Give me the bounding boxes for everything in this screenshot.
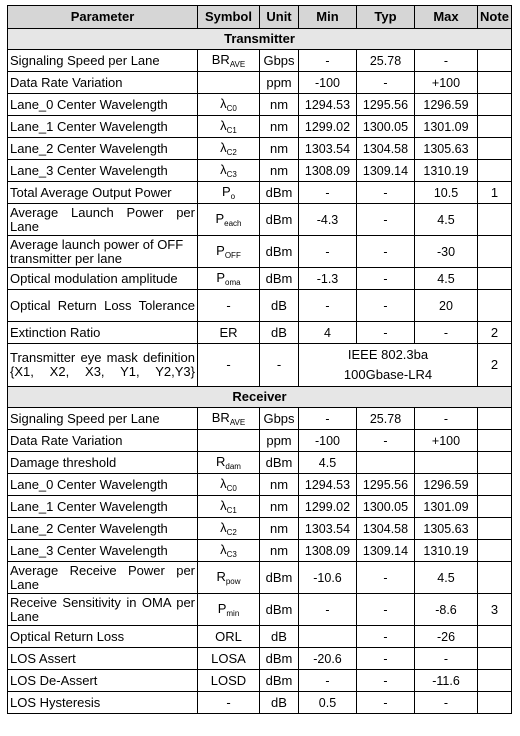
typ-cell: 25.78 [357, 408, 415, 430]
max-cell: 1301.09 [415, 496, 478, 518]
symbol-cell [198, 518, 260, 540]
min-cell: 1303.54 [299, 518, 357, 540]
table-row [8, 452, 512, 474]
symbol-cell [198, 182, 260, 204]
min-cell: 1303.54 [299, 138, 357, 160]
max-cell: - [415, 648, 478, 670]
table-row [8, 116, 512, 138]
typ-cell: 1300.05 [357, 496, 415, 518]
unit-cell: nm [260, 540, 299, 562]
typ-cell: 1309.14 [357, 540, 415, 562]
symbol-subscript: OFF [224, 250, 241, 260]
symbol-cell [198, 94, 260, 116]
typ-cell: - [357, 236, 415, 268]
min-cell: - [299, 408, 357, 430]
col-header-max: Max [415, 6, 478, 29]
symbol-cell [198, 344, 260, 387]
symbol-text: P [217, 600, 227, 616]
unit-cell: dBm [260, 594, 299, 626]
symbol-text: λ [220, 139, 227, 155]
max-cell: 1305.63 [415, 138, 478, 160]
symbol-subscript: min [226, 608, 240, 618]
unit-cell: ppm [260, 72, 299, 94]
symbol-cell [198, 648, 260, 670]
typ-cell: - [357, 626, 415, 648]
symbol-cell [198, 236, 260, 268]
min-cell: 1308.09 [299, 160, 357, 182]
note-cell [478, 452, 512, 474]
table-row [8, 50, 512, 72]
parameter-cell: Lane_2 Center Wavelength [8, 138, 198, 160]
symbol-subscript: each [224, 218, 242, 228]
min-cell: 1308.09 [299, 540, 357, 562]
min-cell: - [299, 182, 357, 204]
symbol-text: ER [219, 324, 238, 340]
max-cell: - [415, 408, 478, 430]
typ-cell: - [357, 430, 415, 452]
parameter-cell: Lane_0 Center Wavelength [8, 94, 198, 116]
typ-cell: - [357, 204, 415, 236]
note-cell [478, 670, 512, 692]
table-row [8, 204, 512, 236]
unit-cell: - [260, 344, 299, 387]
symbol-cell [198, 452, 260, 474]
symbol-text: R [216, 568, 226, 584]
symbol-text: λ [220, 117, 227, 133]
symbol-cell [198, 50, 260, 72]
symbol-text: BR [211, 51, 230, 67]
symbol-text: - [226, 357, 231, 372]
symbol-cell [198, 138, 260, 160]
symbol-subscript: C2 [226, 147, 237, 157]
unit-cell: Gbps [260, 50, 299, 72]
typ-cell: - [357, 594, 415, 626]
parameter-cell: Average Launch Power per Lane [8, 204, 198, 236]
unit-cell: nm [260, 518, 299, 540]
symbol-text: ORL [215, 628, 242, 644]
parameter-cell: Optical Return Loss [8, 626, 198, 648]
typ-cell: 1295.56 [357, 94, 415, 116]
min-cell: -100 [299, 72, 357, 94]
min-cell: -100 [299, 430, 357, 452]
symbol-text: - [226, 297, 231, 313]
symbol-cell [198, 594, 260, 626]
parameter-cell: Optical modulation amplitude [8, 268, 198, 290]
note-cell [478, 648, 512, 670]
unit-cell: dBm [260, 268, 299, 290]
symbol-text: BR [211, 409, 230, 425]
max-cell: -8.6 [415, 594, 478, 626]
parameter-cell: Lane_2 Center Wavelength [8, 518, 198, 540]
table-row [8, 322, 512, 344]
note-cell [478, 204, 512, 236]
min-cell: -1.3 [299, 268, 357, 290]
unit-cell: dBm [260, 562, 299, 594]
typ-cell: 25.78 [357, 50, 415, 72]
min-cell: 4.5 [299, 452, 357, 474]
unit-cell: nm [260, 138, 299, 160]
max-cell: - [415, 50, 478, 72]
unit-cell: ppm [260, 430, 299, 452]
table-row [8, 540, 512, 562]
table-row [8, 626, 512, 648]
note-cell [478, 72, 512, 94]
max-cell: 1301.09 [415, 116, 478, 138]
parameter-cell: Data Rate Variation [8, 430, 198, 452]
symbol-text: P [221, 183, 231, 199]
symbol-subscript: C1 [226, 505, 237, 515]
parameter-cell: Total Average Output Power [8, 182, 198, 204]
note-cell [478, 496, 512, 518]
symbol-text: λ [220, 497, 227, 513]
unit-cell: nm [260, 116, 299, 138]
note-cell [478, 562, 512, 594]
spec-table [7, 5, 512, 714]
note-cell: 3 [478, 594, 512, 626]
note-cell: 2 [478, 322, 512, 344]
symbol-text: P [216, 269, 226, 285]
parameter-cell: LOS Hysteresis [8, 692, 198, 714]
min-cell: 1299.02 [299, 496, 357, 518]
parameter-cell: Extinction Ratio [8, 322, 198, 344]
note-cell [478, 138, 512, 160]
section-header [8, 387, 512, 408]
parameter-cell: Average launch power of OFF transmitter per lane [8, 236, 198, 268]
parameter-cell: Signaling Speed per Lane [8, 50, 198, 72]
symbol-text: P [215, 210, 225, 226]
symbol-subscript: AVE [229, 417, 246, 427]
min-cell: - [299, 670, 357, 692]
note-cell [478, 116, 512, 138]
min-cell: 1294.53 [299, 474, 357, 496]
typ-cell: 1295.56 [357, 474, 415, 496]
symbol-cell [198, 160, 260, 182]
table-row [8, 594, 512, 626]
table-row [8, 692, 512, 714]
parameter-cell: LOS Assert [8, 648, 198, 670]
symbol-subscript: pow [225, 576, 241, 586]
table-row [8, 268, 512, 290]
symbol-cell [198, 474, 260, 496]
parameter-cell: Average Receive Power per Lane [8, 562, 198, 594]
symbol-cell [198, 72, 260, 94]
unit-cell: nm [260, 94, 299, 116]
min-cell: - [299, 290, 357, 322]
typ-cell: 1304.58 [357, 138, 415, 160]
unit-cell: dBm [260, 236, 299, 268]
typ-cell: - [357, 182, 415, 204]
max-cell: - [415, 322, 478, 344]
unit-cell: dBm [260, 204, 299, 236]
symbol-text: R [216, 453, 226, 469]
typ-cell: - [357, 290, 415, 322]
symbol-cell [198, 322, 260, 344]
header-row [8, 6, 512, 29]
unit-cell: Gbps [260, 408, 299, 430]
parameter-cell: LOS De-Assert [8, 670, 198, 692]
note-cell [478, 236, 512, 268]
max-cell: 1310.19 [415, 160, 478, 182]
unit-cell: dBm [260, 648, 299, 670]
min-cell [299, 626, 357, 648]
min-cell: - [299, 236, 357, 268]
symbol-text: P [216, 242, 225, 258]
max-cell: 20 [415, 290, 478, 322]
symbol-text: λ [220, 95, 227, 111]
symbol-cell [198, 670, 260, 692]
min-cell: - [299, 50, 357, 72]
min-cell: -20.6 [299, 648, 357, 670]
note-cell [478, 518, 512, 540]
max-cell: 4.5 [415, 562, 478, 594]
symbol-subscript: C0 [226, 103, 237, 113]
parameter-cell: Optical Return Loss Tolerance [8, 290, 198, 322]
note-cell [478, 268, 512, 290]
unit-cell: nm [260, 496, 299, 518]
typ-cell: - [357, 268, 415, 290]
table-row [8, 72, 512, 94]
parameter-cell: Lane_1 Center Wavelength [8, 116, 198, 138]
parameter-cell: Transmitter eye mask definition {X1, X2, X3, Y1, Y2,Y3} [8, 344, 198, 387]
parameter-cell: Damage threshold [8, 452, 198, 474]
symbol-cell [198, 540, 260, 562]
min-cell: -4.3 [299, 204, 357, 236]
min-cell: 1294.53 [299, 94, 357, 116]
table-row [8, 236, 512, 268]
note-cell [478, 50, 512, 72]
parameter-cell: Lane_1 Center Wavelength [8, 496, 198, 518]
max-cell: 1305.63 [415, 518, 478, 540]
typ-cell: - [357, 648, 415, 670]
note-cell [478, 160, 512, 182]
max-cell: 4.5 [415, 204, 478, 236]
table-row [8, 160, 512, 182]
note-cell [478, 474, 512, 496]
table-row [8, 430, 512, 452]
max-cell: 4.5 [415, 268, 478, 290]
table-row [8, 562, 512, 594]
symbol-subscript: oma [225, 277, 241, 287]
note-cell [478, 626, 512, 648]
col-header-symbol: Symbol [198, 6, 260, 29]
typ-cell: - [357, 692, 415, 714]
symbol-cell [198, 626, 260, 648]
unit-cell: nm [260, 474, 299, 496]
note-cell [478, 540, 512, 562]
unit-cell: dB [260, 290, 299, 322]
note-cell [478, 94, 512, 116]
note-cell [478, 290, 512, 322]
table-row [8, 290, 512, 322]
symbol-text: λ [220, 541, 227, 557]
unit-cell: dBm [260, 182, 299, 204]
note-cell [478, 408, 512, 430]
symbol-subscript: AVE [229, 59, 246, 69]
symbol-cell [198, 430, 260, 452]
max-cell [415, 452, 478, 474]
merged-value-line: 100Gbase-LR4 [343, 367, 433, 382]
typ-cell: 1304.58 [357, 518, 415, 540]
symbol-cell [198, 692, 260, 714]
section-title: Transmitter [8, 29, 512, 50]
typ-cell: - [357, 562, 415, 594]
table-row [8, 138, 512, 160]
merged-value-cell [299, 344, 478, 387]
max-cell: -11.6 [415, 670, 478, 692]
section-header [8, 29, 512, 50]
min-cell: 0.5 [299, 692, 357, 714]
table-row [8, 344, 512, 387]
max-cell: -30 [415, 236, 478, 268]
parameter-cell: Receive Sensitivity in OMA per Lane [8, 594, 198, 626]
table-row [8, 648, 512, 670]
typ-cell [357, 452, 415, 474]
min-cell: 1299.02 [299, 116, 357, 138]
parameter-cell: Lane_0 Center Wavelength [8, 474, 198, 496]
typ-cell: - [357, 72, 415, 94]
table-row [8, 496, 512, 518]
table-row [8, 518, 512, 540]
col-header-parameter: Parameter [8, 6, 198, 29]
typ-cell: 1309.14 [357, 160, 415, 182]
note-cell: 1 [478, 182, 512, 204]
unit-cell: dBm [260, 452, 299, 474]
parameter-cell: Lane_3 Center Wavelength [8, 540, 198, 562]
symbol-subscript: dam [225, 461, 241, 471]
unit-cell: nm [260, 160, 299, 182]
col-header-typ: Typ [357, 6, 415, 29]
max-cell: 1296.59 [415, 474, 478, 496]
symbol-text: LOSD [210, 672, 247, 688]
symbol-text: λ [220, 519, 227, 535]
table-row [8, 408, 512, 430]
symbol-cell [198, 496, 260, 518]
parameter-cell: Signaling Speed per Lane [8, 408, 198, 430]
symbol-cell [198, 268, 260, 290]
typ-cell: - [357, 670, 415, 692]
max-cell: +100 [415, 430, 478, 452]
max-cell: +100 [415, 72, 478, 94]
table-row [8, 182, 512, 204]
symbol-cell [198, 204, 260, 236]
table-row [8, 474, 512, 496]
symbol-subscript: C0 [226, 483, 237, 493]
max-cell: 10.5 [415, 182, 478, 204]
symbol-cell [198, 290, 260, 322]
unit-cell: dB [260, 322, 299, 344]
min-cell: -10.6 [299, 562, 357, 594]
min-cell: - [299, 594, 357, 626]
max-cell: - [415, 692, 478, 714]
section-title: Receiver [8, 387, 512, 408]
col-header-note: Note [478, 6, 512, 29]
symbol-text: - [226, 694, 231, 710]
max-cell: 1296.59 [415, 94, 478, 116]
symbol-cell [198, 116, 260, 138]
col-header-unit: Unit [260, 6, 299, 29]
table-row [8, 94, 512, 116]
symbol-subscript: C3 [226, 169, 237, 179]
note-cell [478, 692, 512, 714]
max-cell: -26 [415, 626, 478, 648]
symbol-text: LOSA [211, 650, 246, 666]
symbol-text: λ [220, 161, 227, 177]
note-cell [478, 430, 512, 452]
unit-cell: dB [260, 626, 299, 648]
symbol-text: λ [220, 475, 227, 491]
unit-cell: dB [260, 692, 299, 714]
symbol-cell [198, 562, 260, 594]
table-row [8, 670, 512, 692]
symbol-cell [198, 408, 260, 430]
symbol-subscript: C3 [226, 549, 237, 559]
max-cell: 1310.19 [415, 540, 478, 562]
typ-cell: - [357, 322, 415, 344]
parameter-cell: Data Rate Variation [8, 72, 198, 94]
symbol-subscript: o [230, 191, 236, 201]
symbol-subscript: C2 [226, 527, 237, 537]
symbol-subscript: C1 [226, 125, 237, 135]
unit-cell: dBm [260, 670, 299, 692]
col-header-min: Min [299, 6, 357, 29]
min-cell: 4 [299, 322, 357, 344]
merged-value-line: IEEE 802.3ba [347, 347, 429, 362]
parameter-cell: Lane_3 Center Wavelength [8, 160, 198, 182]
typ-cell: 1300.05 [357, 116, 415, 138]
note-cell: 2 [478, 344, 512, 387]
